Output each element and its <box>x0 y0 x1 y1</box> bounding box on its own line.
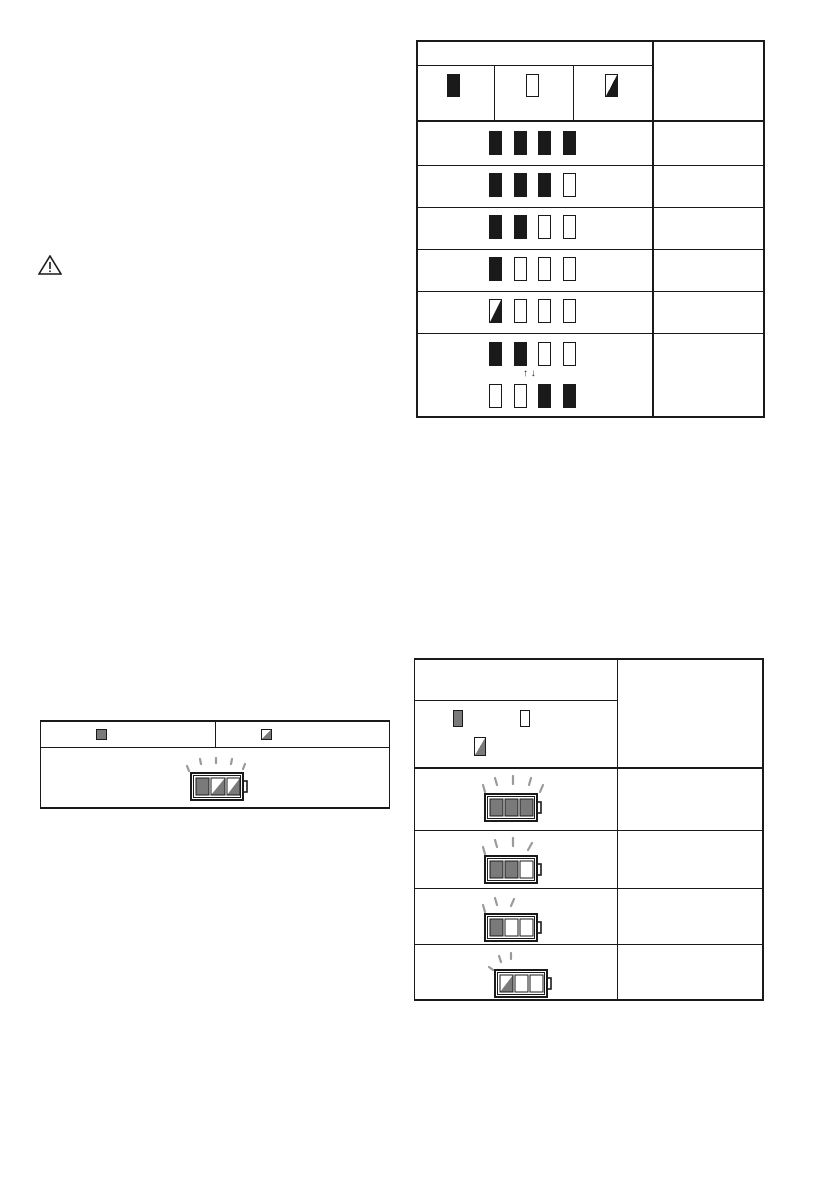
battery-level-icon-4 <box>477 946 557 1000</box>
battery-3-cell-2 <box>505 919 518 936</box>
battery-3-cell-3 <box>520 919 533 936</box>
battery-4-cell-3 <box>530 975 543 992</box>
battery-1-ray-2 <box>495 778 497 785</box>
battery-level-icon-1 <box>477 770 557 824</box>
indicator-row-1-segment-2 <box>514 131 527 155</box>
battery-icon <box>182 754 262 804</box>
indicator-row-3-segment-3 <box>538 215 551 239</box>
indicator-row-4-segment-2 <box>514 257 527 281</box>
indicator-row-1-segment-3 <box>538 131 551 155</box>
battery-3-ray-1 <box>483 905 485 912</box>
battery-legend-lit <box>453 710 463 727</box>
battery-3-ray-2 <box>495 898 497 905</box>
small-legend-lit <box>96 729 107 740</box>
alternating-bottom-segment-3 <box>538 384 551 408</box>
battery-3-terminal <box>537 922 541 933</box>
battery-1-ray-5 <box>540 785 543 792</box>
battery-4-ray-1 <box>489 967 493 970</box>
battery-legend-blinking <box>474 737 486 756</box>
battery-2-ray-1 <box>483 847 485 854</box>
battery-level-icon-3 <box>477 890 557 944</box>
battery-1-ray-4 <box>529 778 531 785</box>
alternating-bottom-segment-1 <box>489 384 502 408</box>
alternating-bottom-segment-2 <box>514 384 527 408</box>
warning-triangle-icon <box>38 255 62 275</box>
battery-legend-off <box>520 710 530 727</box>
indicator-row-5-segment-2 <box>514 299 527 323</box>
battery-2-ray-4 <box>528 843 532 850</box>
indicator-row-1-segment-1 <box>489 131 502 155</box>
legend-blinking-symbol <box>605 74 618 97</box>
battery-3-ray-3 <box>511 899 514 906</box>
alternating-top-segment-2 <box>514 342 527 366</box>
battery-level-icon-2 <box>477 832 557 886</box>
alternating-bottom-segment-4 <box>563 384 576 408</box>
battery-1-terminal <box>537 802 541 813</box>
battery-2-cell-1 <box>490 861 503 878</box>
battery-level-table <box>414 658 764 1001</box>
indicator-row-2-segment-3 <box>538 173 551 197</box>
indicator-row-2-segment-2 <box>514 173 527 197</box>
battery-4-terminal <box>547 978 551 989</box>
battery-4-ray-2 <box>499 956 501 962</box>
indicator-row-4-segment-4 <box>563 257 576 281</box>
indicator-row-3-segment-2 <box>514 215 527 239</box>
battery-2-cell-2 <box>505 861 518 878</box>
alternating-arrows: ↑ ↓ <box>523 368 536 379</box>
legend-off-symbol <box>526 74 539 97</box>
legend-lit-symbol <box>447 74 460 97</box>
battery-1-cell-3 <box>520 799 533 816</box>
alternating-top-segment-3 <box>538 342 551 366</box>
indicator-table <box>416 40 765 418</box>
indicator-row-4-segment-3 <box>538 257 551 281</box>
battery-2-ray-2 <box>495 840 497 847</box>
battery-4-body <box>495 970 547 997</box>
indicator-row-1-segment-4 <box>563 131 576 155</box>
small-legend-blinking <box>261 729 272 740</box>
indicator-row-2-segment-1 <box>489 173 502 197</box>
alternating-top-segment-1 <box>489 342 502 366</box>
indicator-row-2-segment-4 <box>563 173 576 197</box>
indicator-row-3-segment-4 <box>563 215 576 239</box>
indicator-row-5-segment-4 <box>563 299 576 323</box>
indicator-row-3-segment-1 <box>489 215 502 239</box>
battery-1-cell-1 <box>490 799 503 816</box>
alternating-top-segment-4 <box>563 342 576 366</box>
indicator-row-5-segment-3 <box>538 299 551 323</box>
battery-4-cell-2 <box>515 975 528 992</box>
indicator-row-4-segment-1 <box>489 257 502 281</box>
blink-pattern-table <box>40 720 390 809</box>
battery-1-ray-1 <box>483 785 485 792</box>
battery-2-terminal <box>537 864 541 875</box>
battery-3-cell-1 <box>490 919 503 936</box>
indicator-row-5-segment-1 <box>489 299 502 323</box>
battery-4-cell-1-fill <box>500 975 513 992</box>
battery-1-cell-2 <box>505 799 518 816</box>
battery-2-cell-3 <box>520 861 533 878</box>
